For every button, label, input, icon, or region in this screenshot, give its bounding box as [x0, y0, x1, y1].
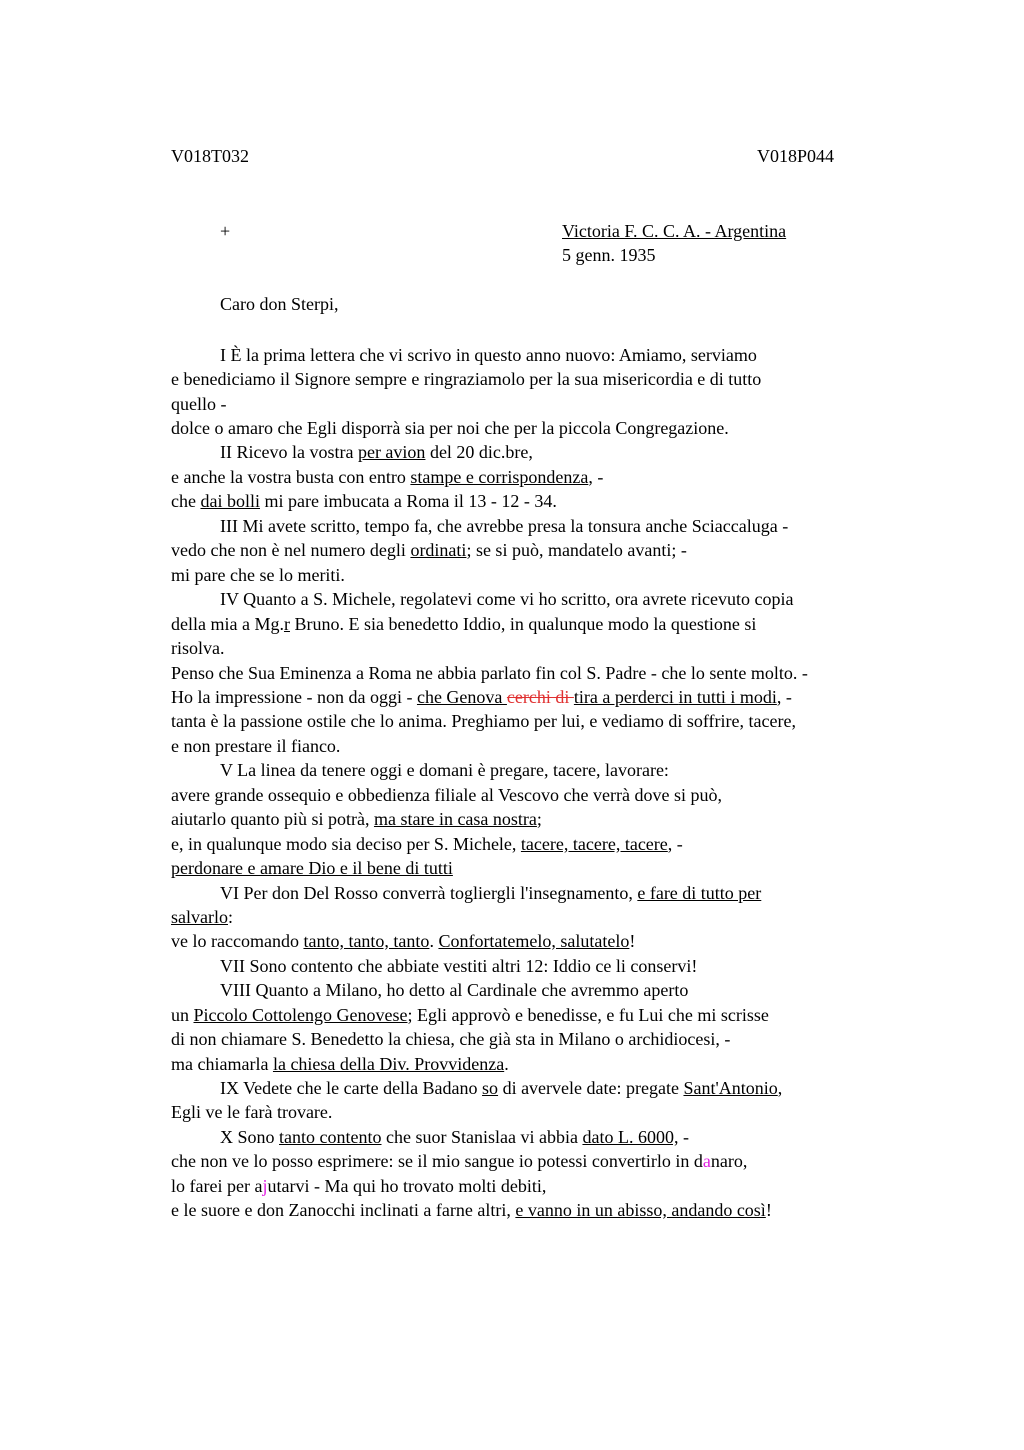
text-line: perdonare e amare Dio e il bene di tutti: [171, 858, 453, 878]
text-line: Penso che Sua Eminenza a Roma ne abbia parlato fin col S. Padre - che lo sente molto. -: [171, 663, 808, 683]
highlighted-letter: j: [262, 1176, 268, 1196]
document-code-left: V018T032: [171, 146, 249, 166]
text-line: ve lo raccomando tanto, tanto, tanto. Confortatemelo, salutatelo!: [171, 931, 636, 951]
text-line: di non chiamare S. Benedetto la chiesa, che già sta in Milano o archidiocesi, -: [171, 1029, 731, 1049]
text-line: Egli ve le farà trovare.: [171, 1102, 333, 1122]
text-line: e le suore e don Zanocchi inclinati a farne altri, e vanno in un abisso, andando così!: [171, 1200, 772, 1220]
text-line: IX Vedete che le carte della Badano so di avervele date: pregate Sant'Antonio,: [220, 1078, 783, 1098]
cross-mark: +: [220, 221, 231, 241]
text-line: che dai bolli mi pare imbucata a Roma il 13 - 12 - 34.: [171, 491, 557, 511]
text-line: I È la prima lettera che vi scrivo in questo anno nuovo: Amiamo, serviamo: [220, 345, 757, 365]
highlighted-letter: a: [702, 1151, 711, 1171]
text-line: mi pare che se lo meriti.: [171, 565, 345, 585]
salutation: Caro don Sterpi,: [220, 294, 339, 314]
text-line: dolce o amaro che Egli disporrà sia per noi che per la piccola Congregazione.: [171, 418, 729, 438]
text-line: che non ve lo posso esprimere: se il mio sangue io potessi convertirlo in danaro,: [171, 1151, 748, 1171]
text-line: III Mi avete scritto, tempo fa, che avrebbe presa la tonsura anche Sciaccaluga -: [220, 516, 789, 536]
text-line: risolva.: [171, 638, 225, 658]
text-line: quello -: [171, 394, 227, 414]
strikethrough-text: cerchi di: [506, 687, 574, 707]
letter-date: 5 genn. 1935: [562, 245, 656, 265]
letter-place: Victoria F. C. C. A. - Argentina: [562, 221, 787, 241]
text-line: VII Sono contento che abbiate vestiti altri 12: Iddio ce li conservi!: [220, 956, 698, 976]
text-line: vedo che non è nel numero degli ordinati; se si può, mandatelo avanti; -: [171, 540, 687, 560]
text-line: tanta è la passione ostile che lo anima. Preghiamo per lui, e vediamo di soffrire, tacere,: [171, 711, 796, 731]
text-line: V La linea da tenere oggi e domani è pregare, tacere, lavorare:: [220, 760, 669, 780]
text-line: aiutarlo quanto più si potrà, ma stare in casa nostra;: [171, 809, 542, 829]
text-line: Ho la impressione - non da oggi - che Genova cerchi di tira a perderci in tutti i modi, -: [171, 687, 792, 707]
text-line: e, in qualunque modo sia deciso per S. Michele, tacere, tacere, tacere, -: [171, 834, 683, 854]
text-line: X Sono tanto contento che suor Stanislaa vi abbia dato L. 6000, -: [220, 1127, 689, 1147]
text-line: VIII Quanto a Milano, ho detto al Cardinale che avremmo aperto: [220, 980, 689, 1000]
text-line: della mia a Mg.r Bruno. E sia benedetto Iddio, in qualunque modo la questione si: [171, 614, 757, 634]
text-line: avere grande ossequio e obbedienza filiale al Vescovo che verrà dove si può,: [171, 785, 722, 805]
text-line: ma chiamarla la chiesa della Div. Provvidenza.: [171, 1054, 509, 1074]
text-line: e anche la vostra busta con entro stampe e corrispondenza, -: [171, 467, 604, 487]
text-line: lo farei per ajutarvi - Ma qui ho trovato molti debiti,: [171, 1176, 547, 1196]
text-line: IV Quanto a S. Michele, regolatevi come vi ho scritto, ora avrete ricevuto copia: [220, 589, 794, 609]
text-line: un Piccolo Cottolengo Genovese; Egli approvò e benedisse, e fu Lui che mi scrisse: [171, 1005, 769, 1025]
text-line: e benediciamo il Signore sempre e ringraziamolo per la sua misericordia e di tutto: [171, 369, 762, 389]
text-line: e non prestare il fianco.: [171, 736, 341, 756]
text-line: salvarlo:: [171, 907, 233, 927]
text-line: II Ricevo la vostra per avion del 20 dic.bre,: [220, 442, 533, 462]
text-line: VI Per don Del Rosso converrà togliergli l'insegnamento, e fare di tutto per: [220, 883, 762, 903]
document-code-right: V018P044: [757, 146, 835, 166]
